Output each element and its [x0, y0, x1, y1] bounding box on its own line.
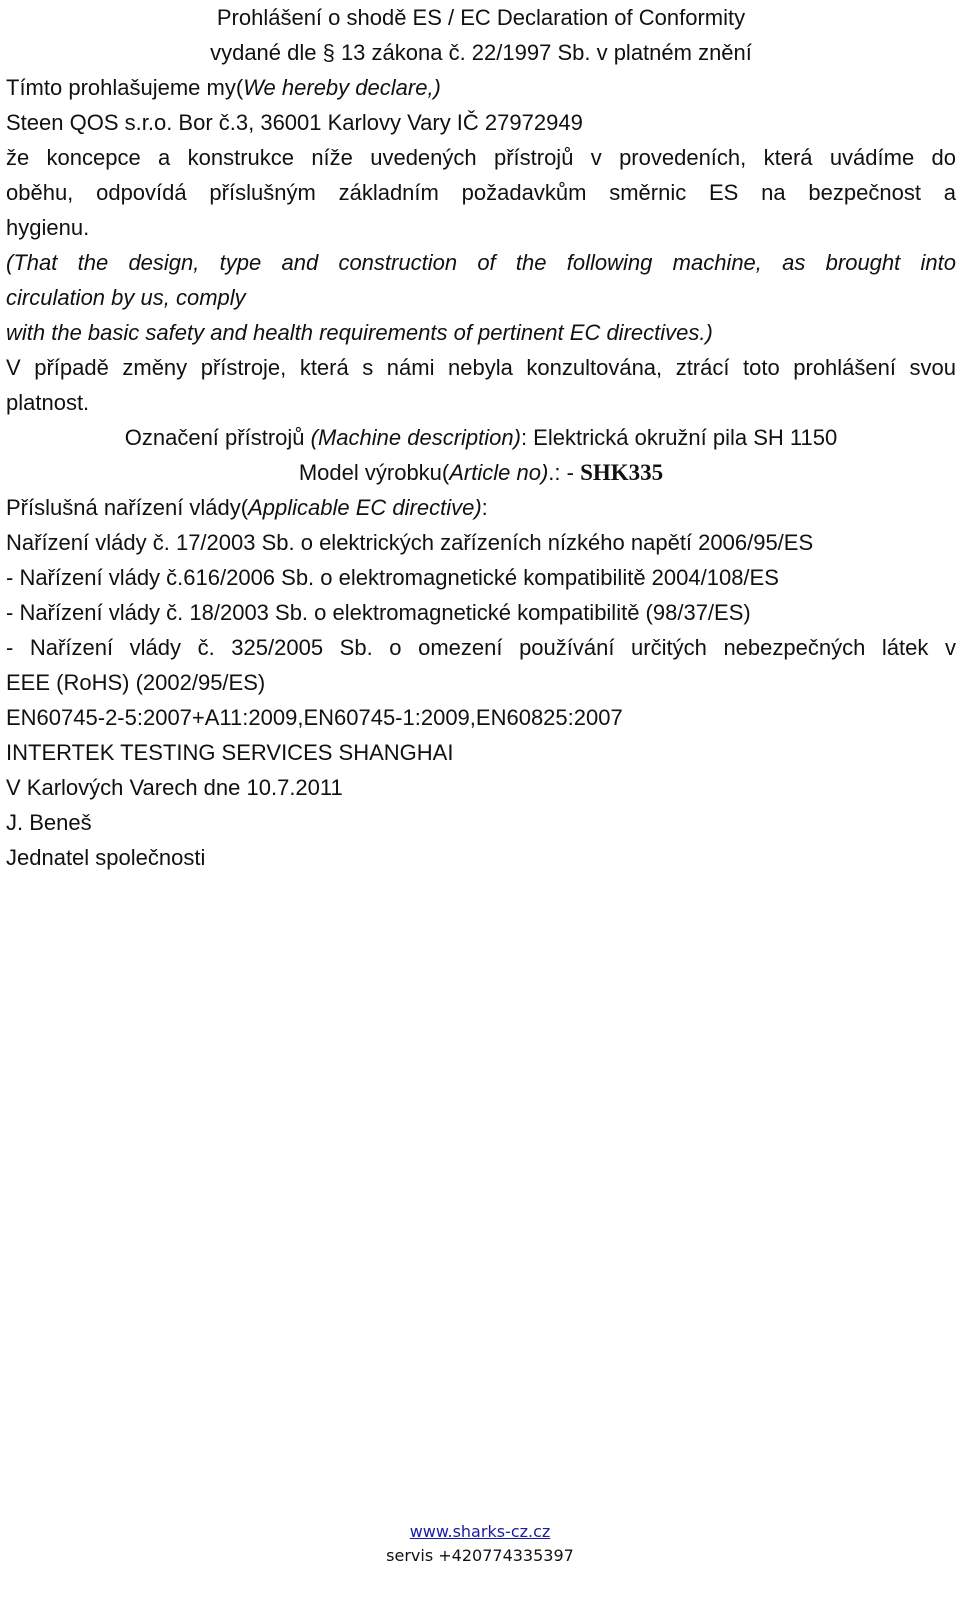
service-phone: servis +420774335397 [386, 1546, 574, 1565]
model-line [6, 455, 956, 490]
model-label-cz: Model výrobku( [298, 460, 450, 485]
company-info: Steen QOS s.r.o. Bor č.3, 36001 Karlovy Vary IČ 27972949 [6, 110, 583, 135]
directive-label-en: Applicable EC directive) [248, 495, 482, 520]
machine-value: : Elektrická okružní pila SH 1150 [520, 425, 838, 450]
directive-label-cz: Příslušná nařízení vlády( [6, 495, 249, 520]
machine-label-cz: Označení přístrojů [124, 425, 311, 450]
directive-heading [6, 490, 956, 525]
model-value: SHK335 [580, 460, 664, 485]
paragraph-en-line-1: (That the design, type and construction of the following machine, as brought into [6, 250, 956, 275]
paragraph-cz-line-2: oběhu, odpovídá příslušným základním požadavkům směrnic ES na bezpečnost a [6, 180, 956, 205]
directive-item: - Nařízení vlády č. 18/2003 Sb. o elektromagnetické kompatibilitě (98/37/ES) [6, 600, 751, 625]
directive-item: EEE (RoHS) (2002/95/ES) [6, 670, 266, 695]
paragraph-en-line-2: circulation by us, comply [6, 285, 246, 310]
declaration-intro [6, 70, 956, 105]
directive-colon: : [481, 495, 488, 520]
model-separator: .: - [548, 460, 581, 485]
paragraph-en-line-3: with the basic safety and health requirements of pertinent EC directives.) [6, 320, 713, 345]
declaration-intro-cz: Tímto prohlašujeme my( [6, 75, 244, 100]
signatory-role: Jednatel společnosti [6, 845, 206, 870]
website-link[interactable]: www.sharks-cz.cz [409, 1522, 551, 1541]
machine-description [6, 420, 956, 455]
page-footer [0, 1520, 960, 1568]
directive-item: - Nařízení vlády č. 325/2005 Sb. o omezení používání určitých nebezpečných látek v [6, 635, 956, 660]
document-subtitle: vydané dle § 13 zákona č. 22/1997 Sb. v platném znění [210, 40, 752, 65]
validity-line-2: platnost. [6, 390, 90, 415]
paragraph-cz-line-1: že koncepce a konstrukce níže uvedených přístrojů v provedeních, která uvádíme do [6, 145, 956, 170]
machine-label-en: (Machine description) [310, 425, 521, 450]
signatory-name: J. Beneš [6, 810, 92, 835]
paragraph-cz-line-3: hygienu. [6, 215, 90, 240]
place-and-date: V Karlových Varech dne 10.7.2011 [6, 775, 343, 800]
testing-lab: INTERTEK TESTING SERVICES SHANGHAI [6, 740, 454, 765]
declaration-document [6, 0, 956, 875]
directive-item: Nařízení vlády č. 17/2003 Sb. o elektrických zařízeních nízkého napětí 2006/95/ES [6, 530, 814, 555]
validity-line-1: V případě změny přístroje, která s námi nebyla konzultována, ztrácí toto prohlášení svou [6, 355, 956, 380]
standards-list: EN60745-2-5:2007+A11:2009,EN60745-1:2009,EN60825:2007 [6, 705, 623, 730]
directive-item: - Nařízení vlády č.616/2006 Sb. o elektromagnetické kompatibilitě 2004/108/ES [6, 565, 779, 590]
document-title: Prohlášení o shodě ES / EC Declaration of Conformity [216, 5, 746, 30]
declaration-intro-en: We hereby declare,) [243, 75, 441, 100]
model-label-en: Article no) [449, 460, 549, 485]
